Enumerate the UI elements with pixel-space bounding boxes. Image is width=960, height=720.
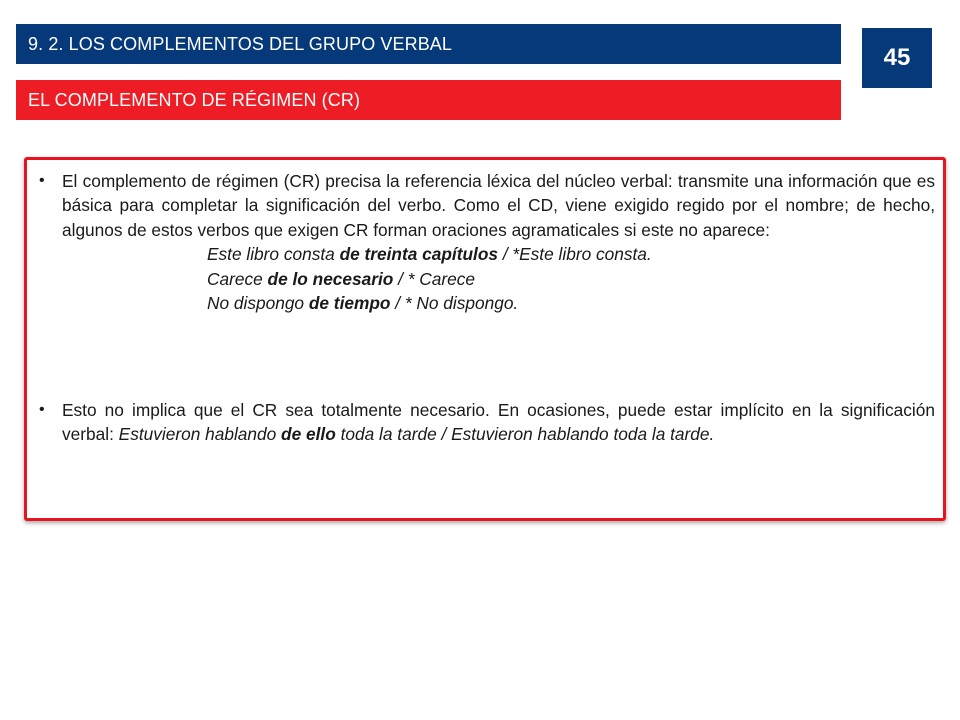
example-highlight: de tiempo [308, 293, 391, 314]
example-highlight: de ello [281, 424, 336, 445]
subsection-title-bar [16, 80, 841, 120]
content-box [24, 157, 946, 521]
example-highlight: de treinta capítulos [339, 244, 499, 265]
example-text: toda la tarde / Estuvieron hablando toda la tarde. [335, 424, 715, 445]
bullet-marker: • [39, 172, 45, 189]
bullet-plain-text: Esto no implica que el CR sea totalmente necesario. En ocasiones, puede estar implícito en la significación verbal: [62, 400, 935, 445]
example-text: / * No dispongo. [390, 293, 519, 314]
example-text: Este libro consta [207, 244, 340, 265]
example-text: Carece [207, 268, 268, 289]
bullet-text: El complemento de régimen (CR) precisa la referencia léxica del núcleo verbal: transmite una información que es básica para completar la significación del verbo. Como el CD, viene exigido regido por el nombre; de hecho, algunos de estos verbos que exigen CR forman oraciones agramaticales si este no aparece: [62, 171, 935, 240]
example-highlight: de lo necesario [267, 268, 394, 289]
example-line-3 [207, 291, 935, 315]
page-number-badge [862, 28, 932, 88]
example-line-2 [207, 267, 935, 291]
section-title: 9. 2. LOS COMPLEMENTOS DEL GRUPO VERBAL [28, 34, 453, 54]
example-line-1 [207, 242, 935, 266]
section-title-bar [16, 24, 841, 64]
bullet-item-definition [39, 169, 935, 315]
example-text: / *Este libro consta. [498, 244, 652, 265]
bullet-text [62, 398, 935, 447]
subsection-title: EL COMPLEMENTO DE RÉGIMEN (CR) [28, 90, 361, 110]
bullet-item-implicit [39, 398, 935, 447]
example-text: Estuvieron hablando [118, 424, 282, 445]
page-number: 45 [883, 44, 911, 71]
example-text: / * Carece [393, 268, 475, 289]
example-text: No dispongo [207, 293, 309, 314]
bullet-marker: • [39, 401, 45, 418]
